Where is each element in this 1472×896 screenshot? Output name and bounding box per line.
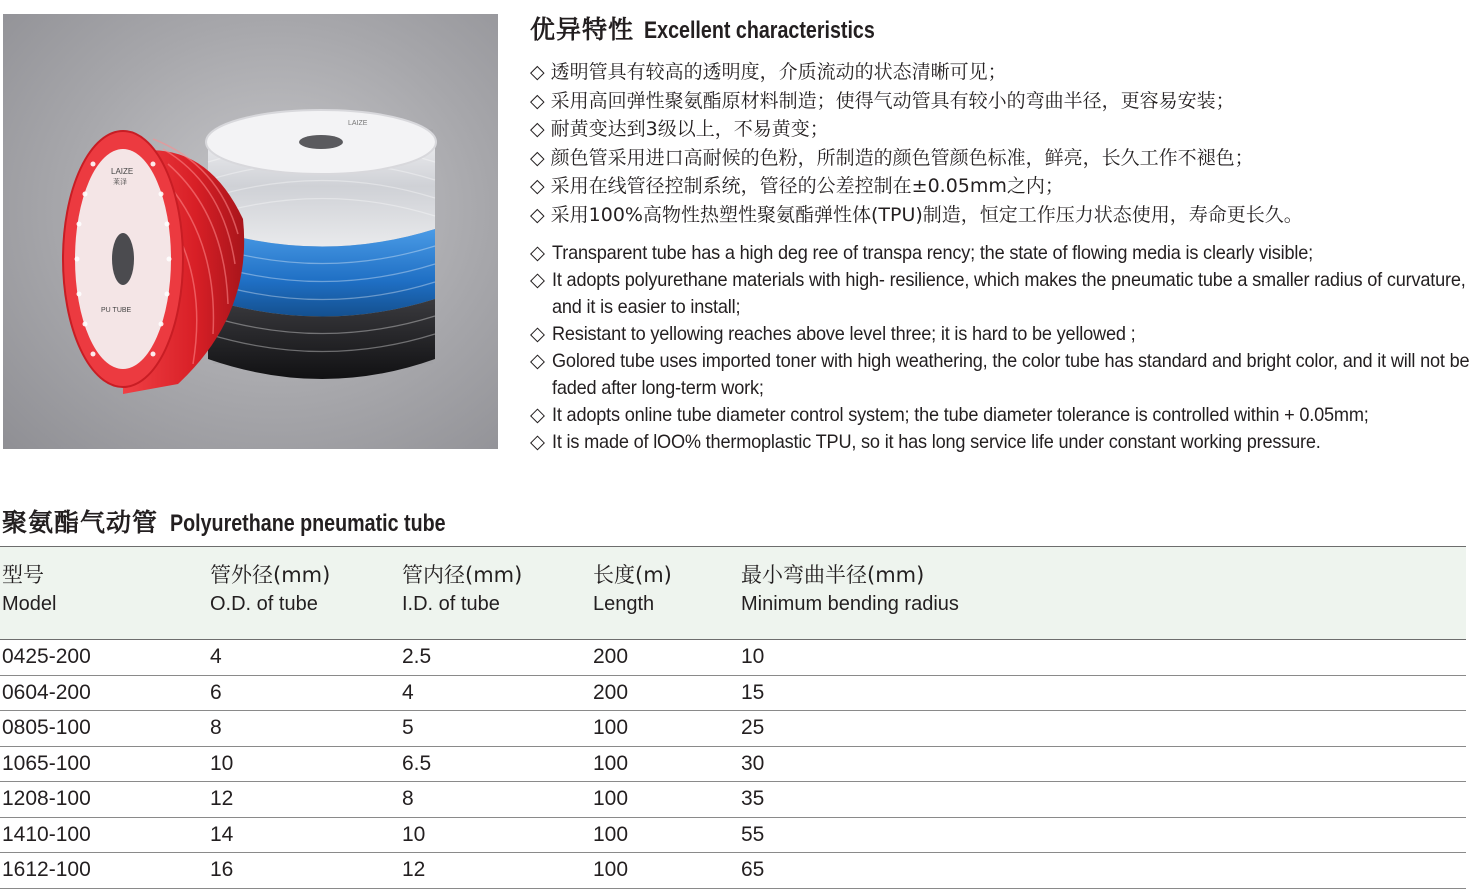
table-row xyxy=(0,817,1466,853)
reel-brand-label-cn: 莱泽 xyxy=(113,178,127,186)
table-title xyxy=(2,503,506,539)
spec-table xyxy=(0,546,1466,889)
cell-bending-radius: 65 xyxy=(739,853,1466,889)
table-row xyxy=(0,782,1466,818)
characteristics-title-en: Excellent characteristics xyxy=(644,17,875,44)
cell-model: 1208-100 xyxy=(0,782,208,818)
diamond-icon: ◇ xyxy=(530,431,545,453)
table-row xyxy=(0,640,1466,676)
cell-id: 8 xyxy=(400,782,591,818)
cell-bending-radius: 30 xyxy=(739,746,1466,782)
cell-length: 200 xyxy=(591,640,739,676)
cell-id: 4 xyxy=(400,675,591,711)
cell-od: 16 xyxy=(208,853,400,889)
cell-id: 12 xyxy=(400,853,591,889)
cell-id: 2.5 xyxy=(400,640,591,676)
cell-od: 14 xyxy=(208,817,400,853)
list-item: ◇ 透明管具有较高的透明度，介质流动的状态清晰可见； xyxy=(530,61,1007,83)
cell-length: 100 xyxy=(591,746,739,782)
characteristics-list-cn xyxy=(530,58,1303,230)
list-item: ◇ 采用高回弹性聚氨酯原材料制造；使得气动管具有较小的弯曲半径，更容易安装； xyxy=(530,89,1235,112)
cell-model: 0604-200 xyxy=(0,675,208,711)
cell-length: 100 xyxy=(591,817,739,853)
cell-id: 10 xyxy=(400,817,591,853)
cell-model: 1410-100 xyxy=(0,817,208,853)
diamond-icon: ◇ xyxy=(530,323,545,345)
characteristics-title xyxy=(530,10,926,46)
table-row xyxy=(0,853,1466,889)
reel-brand-label: LAIZE xyxy=(348,120,368,127)
list-item: ◇ It is made of lOO% thermoplastic TPU, so it has long service life under constant working pressure. xyxy=(530,429,1472,456)
column-header-id: 管内径(mm) I.D. of tube xyxy=(400,547,591,640)
cell-bending-radius: 55 xyxy=(739,817,1466,853)
product-photo xyxy=(3,14,498,449)
table-header-row xyxy=(0,547,1466,640)
cell-bending-radius: 15 xyxy=(739,675,1466,711)
table-row xyxy=(0,675,1466,711)
list-item: ◇ 耐黄变达到3级以上，不易黄变； xyxy=(530,118,829,141)
cell-length: 100 xyxy=(591,853,739,889)
reel-brand-label: LAIZE xyxy=(111,167,134,176)
list-item: ◇ Transparent tube has a high deg ree of transpa rency; the state of flowing media is clearly visible; xyxy=(530,240,1472,267)
cell-od: 6 xyxy=(208,675,400,711)
reel-product-label: PU TUBE xyxy=(101,307,132,314)
diamond-icon: ◇ xyxy=(530,269,545,291)
cell-length: 200 xyxy=(591,675,739,711)
table-row xyxy=(0,711,1466,747)
column-header-bending-radius: 最小弯曲半径(mm) Minimum bending radius xyxy=(739,547,1466,640)
cell-model: 0425-200 xyxy=(0,640,208,676)
cell-length: 100 xyxy=(591,782,739,818)
pneumatic-tube-reels-icon xyxy=(3,14,498,449)
list-item: ◇ 采用在线管径控制系统，管径的公差控制在±0.05mm之内； xyxy=(530,175,1064,198)
cell-od: 10 xyxy=(208,746,400,782)
cell-model: 0805-100 xyxy=(0,711,208,747)
list-item: ◇ 颜色管采用进口高耐候的色粉，所制造的颜色管颜色标准，鲜亮，长久工作不褪色； xyxy=(530,146,1254,169)
cell-bending-radius: 10 xyxy=(739,640,1466,676)
diamond-icon: ◇ xyxy=(530,242,545,264)
table-title-en: Polyurethane pneumatic tube xyxy=(170,510,446,537)
table-title-cn: 聚氨酯气动管 xyxy=(2,508,159,537)
cell-od: 8 xyxy=(208,711,400,747)
cell-bending-radius: 35 xyxy=(739,782,1466,818)
column-header-od: 管外径(mm) O.D. of tube xyxy=(208,547,400,640)
cell-id: 5 xyxy=(400,711,591,747)
list-item: ◇ Golored tube uses imported toner with high weathering, the color tube has standard and bright color, and it will not be faded after long-term work; xyxy=(530,350,1470,399)
cell-od: 4 xyxy=(208,640,400,676)
column-header-length: 长度(m) Length xyxy=(591,547,739,640)
list-item: ◇ Resistant to yellowing reaches above level three; it is hard to be yellowed ; xyxy=(530,321,1472,348)
cell-model: 1065-100 xyxy=(0,746,208,782)
characteristics-list-en xyxy=(530,240,1472,456)
cell-model: 1612-100 xyxy=(0,853,208,889)
cell-od: 12 xyxy=(208,782,400,818)
cell-bending-radius: 25 xyxy=(739,711,1466,747)
diamond-icon: ◇ xyxy=(530,404,545,426)
cell-id: 6.5 xyxy=(400,746,591,782)
list-item: ◇ It adopts online tube diameter control system; the tube diameter tolerance is controlled within + 0.05mm; xyxy=(530,402,1472,429)
list-item: ◇ 采用100%高物性热塑性聚氨酯弹性体(TPU)制造，恒定工作压力状态使用，寿命更长久。 xyxy=(530,203,1303,226)
characteristics-title-cn: 优异特性 xyxy=(530,15,635,44)
cell-length: 100 xyxy=(591,711,739,747)
table-row xyxy=(0,746,1466,782)
diamond-icon: ◇ xyxy=(530,350,545,372)
column-header-model: 型号 Model xyxy=(0,547,208,640)
list-item: ◇ It adopts polyurethane materials with high- resilience, which makes the pneumatic tube a smaller radius of curvature, and it is easier to install; xyxy=(530,269,1466,318)
